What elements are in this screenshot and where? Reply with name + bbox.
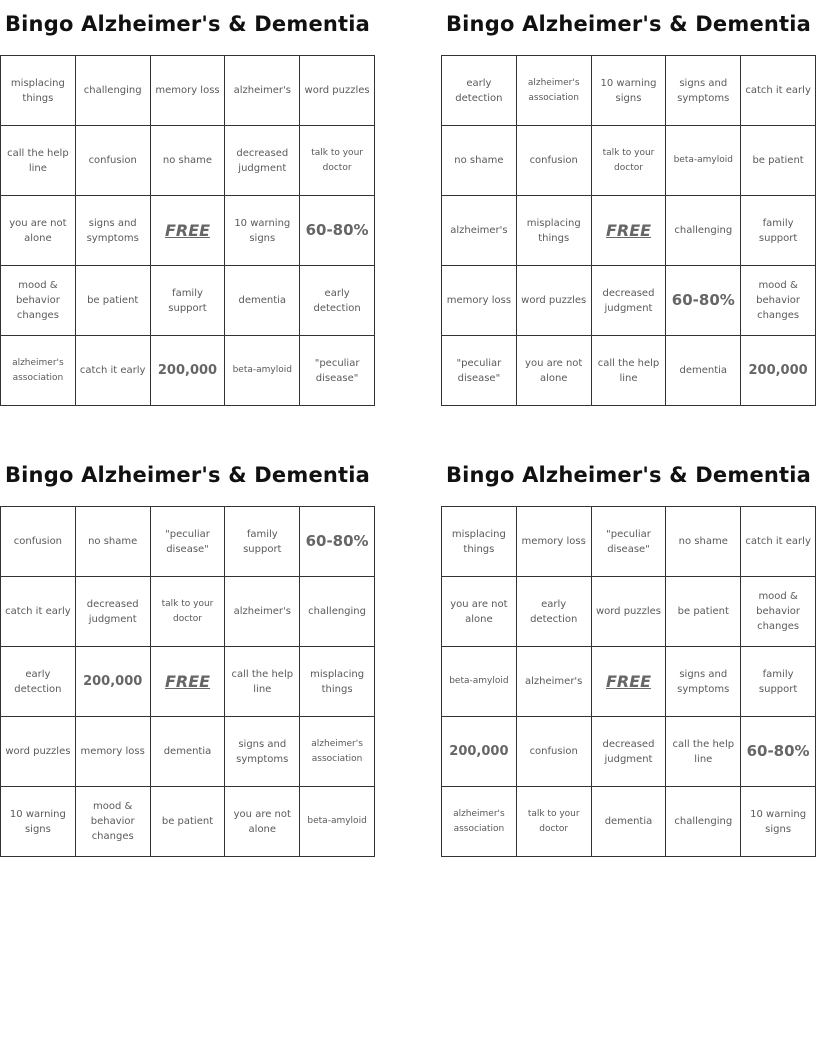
bingo-cell: decreased judgment <box>225 126 300 196</box>
bingo-cell: family support <box>741 196 816 266</box>
bingo-cell: beta-amyloid <box>225 336 300 406</box>
bingo-cell: 60-80% <box>741 717 816 787</box>
bingo-cell: catch it early <box>741 507 816 577</box>
bingo-grid <box>0 506 375 857</box>
bingo-cell: be patient <box>76 266 151 336</box>
bingo-cell: catch it early <box>741 56 816 126</box>
card-title: Bingo Alzheimer's & Dementia <box>4 12 371 36</box>
bingo-cell: dementia <box>225 266 300 336</box>
bingo-cell: 10 warning signs <box>592 56 667 126</box>
bingo-grid <box>441 506 816 857</box>
bingo-cell: "peculiar disease" <box>300 336 375 406</box>
bingo-cell: 200,000 <box>151 336 226 406</box>
bingo-cell: alzheimer's <box>225 577 300 647</box>
bingo-cell: signs and symptoms <box>76 196 151 266</box>
bingo-cell: misplacing things <box>1 56 76 126</box>
bingo-cell: call the help line <box>592 336 667 406</box>
bingo-cell: be patient <box>151 787 226 857</box>
bingo-cell: signs and symptoms <box>666 647 741 717</box>
bingo-cell: word puzzles <box>592 577 667 647</box>
bingo-cell: no shame <box>666 507 741 577</box>
bingo-cell: 10 warning signs <box>225 196 300 266</box>
bingo-cell: alzheimer's association <box>1 336 76 406</box>
bingo-cell: confusion <box>517 717 592 787</box>
bingo-cell: 10 warning signs <box>1 787 76 857</box>
bingo-cell: early detection <box>442 56 517 126</box>
bingo-cell: misplacing things <box>300 647 375 717</box>
bingo-cell: dementia <box>666 336 741 406</box>
bingo-cell: 200,000 <box>76 647 151 717</box>
bingo-cell: talk to your doctor <box>151 577 226 647</box>
bingo-cell: challenging <box>666 787 741 857</box>
bingo-cell: challenging <box>76 56 151 126</box>
bingo-cell: challenging <box>300 577 375 647</box>
bingo-cell: no shame <box>151 126 226 196</box>
bingo-cell: confusion <box>76 126 151 196</box>
bingo-cell: beta-amyloid <box>300 787 375 857</box>
card-title: Bingo Alzheimer's & Dementia <box>445 12 812 36</box>
bingo-cell: no shame <box>442 126 517 196</box>
bingo-cell: you are not alone <box>517 336 592 406</box>
bingo-cell: mood & behavior changes <box>741 266 816 336</box>
bingo-cell: catch it early <box>76 336 151 406</box>
bingo-cell: alzheimer's association <box>517 56 592 126</box>
free-space: FREE <box>592 647 667 717</box>
bingo-cell: 60-80% <box>300 507 375 577</box>
bingo-cell: alzheimer's association <box>442 787 517 857</box>
free-space: FREE <box>151 647 226 717</box>
bingo-cell: decreased judgment <box>76 577 151 647</box>
bingo-cell: early detection <box>1 647 76 717</box>
bingo-cell: talk to your doctor <box>592 126 667 196</box>
free-space: FREE <box>592 196 667 266</box>
bingo-cell: 60-80% <box>666 266 741 336</box>
bingo-cell: word puzzles <box>300 56 375 126</box>
bingo-cell: you are not alone <box>225 787 300 857</box>
bingo-cell: family support <box>225 507 300 577</box>
bingo-cell: confusion <box>1 507 76 577</box>
bingo-cell: alzheimer's <box>517 647 592 717</box>
bingo-cell: 200,000 <box>741 336 816 406</box>
bingo-cell: 60-80% <box>300 196 375 266</box>
bingo-cell: 10 warning signs <box>741 787 816 857</box>
bingo-cell: family support <box>151 266 226 336</box>
bingo-cell: memory loss <box>151 56 226 126</box>
bingo-cell: beta-amyloid <box>666 126 741 196</box>
bingo-cell: dementia <box>151 717 226 787</box>
bingo-cell: you are not alone <box>442 577 517 647</box>
bingo-cell: early detection <box>300 266 375 336</box>
bingo-cell: misplacing things <box>442 507 517 577</box>
bingo-cell: word puzzles <box>517 266 592 336</box>
bingo-cell: alzheimer's association <box>300 717 375 787</box>
bingo-cell: confusion <box>517 126 592 196</box>
bingo-cell: 200,000 <box>442 717 517 787</box>
bingo-cell: "peculiar disease" <box>592 507 667 577</box>
bingo-cell: alzheimer's <box>225 56 300 126</box>
bingo-grid <box>0 55 375 406</box>
bingo-cell: word puzzles <box>1 717 76 787</box>
bingo-cell: beta-amyloid <box>442 647 517 717</box>
bingo-cell: alzheimer's <box>442 196 517 266</box>
bingo-cell: talk to your doctor <box>300 126 375 196</box>
bingo-cell: no shame <box>76 507 151 577</box>
bingo-cell: early detection <box>517 577 592 647</box>
bingo-cell: you are not alone <box>1 196 76 266</box>
bingo-cell: "peculiar disease" <box>151 507 226 577</box>
bingo-cell: family support <box>741 647 816 717</box>
bingo-cell: catch it early <box>1 577 76 647</box>
bingo-cell: "peculiar disease" <box>442 336 517 406</box>
bingo-cell: memory loss <box>442 266 517 336</box>
bingo-cell: mood & behavior changes <box>76 787 151 857</box>
card-title: Bingo Alzheimer's & Dementia <box>4 463 371 487</box>
bingo-cell: be patient <box>741 126 816 196</box>
free-space: FREE <box>151 196 226 266</box>
bingo-cell: be patient <box>666 577 741 647</box>
bingo-cell: decreased judgment <box>592 266 667 336</box>
bingo-cell: call the help line <box>225 647 300 717</box>
bingo-cell: decreased judgment <box>592 717 667 787</box>
bingo-cell: memory loss <box>517 507 592 577</box>
bingo-cell: misplacing things <box>517 196 592 266</box>
bingo-cell: call the help line <box>1 126 76 196</box>
bingo-cell: memory loss <box>76 717 151 787</box>
bingo-cell: signs and symptoms <box>225 717 300 787</box>
bingo-cell: challenging <box>666 196 741 266</box>
bingo-cell: talk to your doctor <box>517 787 592 857</box>
bingo-cell: mood & behavior changes <box>1 266 76 336</box>
card-title: Bingo Alzheimer's & Dementia <box>445 463 812 487</box>
bingo-cell: mood & behavior changes <box>741 577 816 647</box>
bingo-grid <box>441 55 816 406</box>
bingo-cell: signs and symptoms <box>666 56 741 126</box>
bingo-cell: dementia <box>592 787 667 857</box>
bingo-cell: call the help line <box>666 717 741 787</box>
